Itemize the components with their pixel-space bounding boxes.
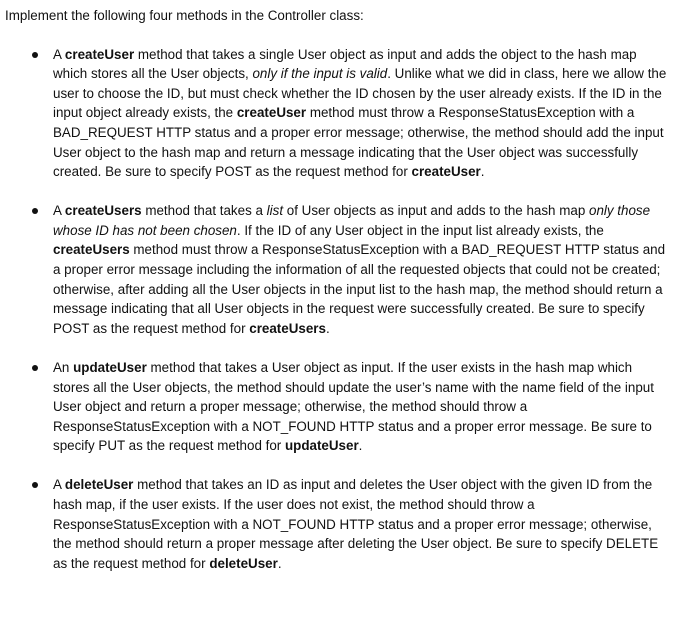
method-item-createUsers (5, 201, 667, 338)
emphasis-text: only if the input is valid (252, 66, 388, 82)
body-text: . (277, 555, 282, 571)
body-text: . If the ID of any User object in the input list already exists, the (236, 222, 604, 238)
body-text: method that takes a single User object as input and adds the object to the hash map which stores all the User objects, (53, 46, 637, 82)
method-item-deleteUser (5, 475, 667, 573)
body-text: A (53, 203, 65, 219)
bullet-icon (32, 482, 38, 488)
body-text: . (358, 438, 363, 454)
body-text: method that takes a User object as input. If the user exists in the hash map which stores all the User objects, the method should update the user’s name with the name field of the input User object and return a proper message; otherwise, the method should throw a ResponseStatusException with a NOT_FOUND HTTP status and a proper error message. Be sure to specify PUT as the request method for (53, 359, 654, 454)
method-description (53, 47, 666, 180)
method-name: deleteUser (64, 477, 134, 493)
bullet-icon (32, 208, 38, 214)
body-text: method must throw a ResponseStatusException with a BAD_REQUEST HTTP status and a proper error message; otherwise, the method should add the input User object to the hash map and return a message indicating that the User object was successfully created. Be sure to specify POST as the request method for (53, 105, 664, 180)
method-description (53, 477, 658, 570)
method-name: createUser (236, 105, 307, 121)
method-name: createUsers (53, 242, 130, 258)
bullet-icon (32, 365, 38, 371)
method-name: updateUser (73, 359, 147, 375)
emphasis-text: list (266, 203, 284, 219)
method-name: deleteUser (209, 555, 278, 571)
method-name: createUsers (64, 203, 142, 219)
body-text: . (480, 164, 485, 180)
bullet-icon (32, 52, 38, 58)
method-item-updateUser (5, 358, 667, 456)
intro-text: Implement the following four methods in the Controller class: (5, 8, 364, 23)
method-description (53, 203, 665, 336)
method-name: createUser (411, 164, 481, 180)
body-text: method that takes a (141, 203, 267, 219)
method-name: createUsers (249, 320, 326, 336)
body-text: method that takes an ID as input and deletes the User object with the given ID from the hash map, if the user exists. If the user does not exist, the method should throw a ResponseStatusException with a NOT_FOUND HTTP status and a proper error message; otherwise, the method should return a proper message after deleting the User object. Be sure to specify DELETE as the request method for (53, 477, 659, 571)
method-description (53, 360, 654, 453)
body-text: A (53, 477, 65, 493)
methods-list (5, 45, 667, 574)
method-name: updateUser (284, 438, 359, 454)
body-text: . (325, 320, 330, 336)
method-item-createUser (5, 45, 667, 182)
body-text: A (53, 46, 65, 62)
body-text: method must throw a ResponseStatusException with a BAD_REQUEST HTTP status and a proper error message including the information of all the requested objects that could not be created; otherwise, after adding all the User objects in the input list to the hash map, the method should return a message indicating that all User objects in the request were successfully created. Be sure to specify POST as the request method for (53, 242, 666, 336)
body-text: An (53, 359, 74, 375)
emphasis-text: only those whose ID has not been chosen (53, 203, 651, 238)
method-name: createUser (64, 46, 135, 62)
body-text: of User objects as input and adds to the hash map (283, 203, 589, 219)
body-text: . Unlike what we did in class, here we allow the user to choose the ID, but must check whether the ID chosen by the user already exists. If the ID in the input object already exists, the (53, 66, 667, 121)
